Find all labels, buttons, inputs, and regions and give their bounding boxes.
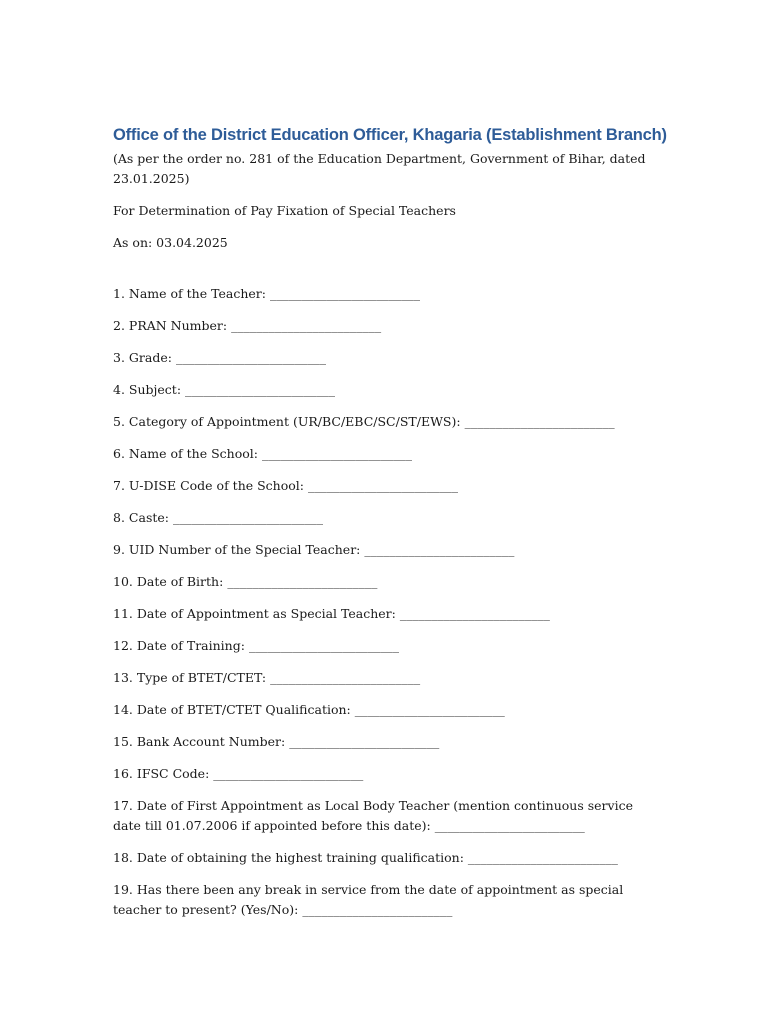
field-label: Type of BTET/CTET: (136, 670, 267, 685)
as-on-date: As on: 03.04.2025 (113, 235, 228, 250)
fill-in-blank[interactable]: ________________________ (231, 318, 382, 333)
field-label: Subject: (128, 382, 182, 397)
fill-in-blank[interactable]: ________________________ (399, 606, 550, 621)
document-page (113, 124, 667, 932)
field-number: 16. (113, 766, 133, 781)
field-label: PRAN Number: (128, 318, 228, 333)
field-ifsc-code (113, 764, 658, 784)
field-label: Date of Birth: (136, 574, 224, 589)
field-label: Bank Account Number: (136, 734, 286, 749)
field-number: 10. (113, 574, 133, 589)
field-appointment-category (113, 412, 658, 432)
field-uid-number (113, 540, 658, 560)
field-number: 15. (113, 734, 133, 749)
fill-in-blank[interactable]: ________________________ (302, 902, 453, 917)
fill-in-blank[interactable]: ________________________ (185, 382, 336, 397)
field-label: Grade: (128, 350, 172, 365)
field-number: 14. (113, 702, 133, 717)
form-purpose: For Determination of Pay Fixation of Special Teachers (113, 203, 456, 218)
fill-in-blank[interactable]: ________________________ (269, 286, 420, 301)
field-number: 6. (113, 446, 125, 461)
field-pran-number (113, 316, 658, 336)
field-label: U-DISE Code of the School: (128, 478, 304, 493)
fill-in-blank[interactable]: ________________________ (464, 414, 615, 429)
field-number: 2. (113, 318, 125, 333)
field-label: UID Number of the Special Teacher: (128, 542, 361, 557)
field-training-date (113, 636, 658, 656)
fill-in-blank[interactable]: ________________________ (270, 670, 421, 685)
fill-in-blank[interactable]: ________________________ (213, 766, 364, 781)
field-number: 11. (113, 606, 133, 621)
order-reference: (As per the order no. 281 of the Education Department, Government of Bihar, dated 23.01.2025) (113, 151, 646, 186)
field-label: Name of the School: (128, 446, 258, 461)
field-bank-account (113, 732, 658, 752)
fill-in-blank[interactable]: ________________________ (175, 350, 326, 365)
field-caste (113, 508, 658, 528)
field-label: Date of First Appointment as Local Body Teacher (mention continuous service date till 01.07.2006 if appointed before this date): (113, 798, 633, 833)
field-number: 3. (113, 350, 125, 365)
field-btet-ctet-date (113, 700, 658, 720)
fill-in-blank[interactable]: ________________________ (261, 446, 412, 461)
field-number: 5. (113, 414, 125, 429)
field-teacher-name (113, 284, 658, 304)
field-number: 19. (113, 882, 133, 897)
field-date-of-birth (113, 572, 658, 592)
field-label: Has there been any break in service from the date of appointment as special teacher to present? (Yes/No): (113, 882, 624, 917)
field-label: Category of Appointment (UR/BC/EBC/SC/ST/EWS): (128, 414, 461, 429)
field-number: 13. (113, 670, 133, 685)
field-service-break (113, 880, 658, 920)
field-number: 7. (113, 478, 125, 493)
field-school-name (113, 444, 658, 464)
field-label: IFSC Code: (136, 766, 210, 781)
fill-in-blank[interactable]: ________________________ (172, 510, 323, 525)
field-number: 18. (113, 850, 133, 865)
field-label: Caste: (128, 510, 169, 525)
field-subject (113, 380, 658, 400)
fill-in-blank[interactable]: ________________________ (434, 818, 585, 833)
fill-in-blank[interactable]: ________________________ (467, 850, 618, 865)
form-field-list (113, 284, 658, 920)
field-number: 1. (113, 286, 125, 301)
field-number: 8. (113, 510, 125, 525)
fill-in-blank[interactable]: ________________________ (354, 702, 505, 717)
field-number: 4. (113, 382, 125, 397)
field-label: Date of BTET/CTET Qualification: (136, 702, 351, 717)
field-udise-code (113, 476, 658, 496)
field-appointment-date (113, 604, 658, 624)
field-number: 9. (113, 542, 125, 557)
document-title: Office of the District Education Officer, Khagaria (Establishment Branch) (113, 126, 667, 144)
fill-in-blank[interactable]: ________________________ (289, 734, 440, 749)
field-number: 12. (113, 638, 133, 653)
field-highest-training-date (113, 848, 658, 868)
field-label: Name of the Teacher: (128, 286, 266, 301)
fill-in-blank[interactable]: ________________________ (248, 638, 399, 653)
field-first-appointment-date (113, 796, 658, 836)
field-grade (113, 348, 658, 368)
field-btet-ctet-type (113, 668, 658, 688)
field-number: 17. (113, 798, 133, 813)
field-label: Date of obtaining the highest training qualification: (136, 850, 464, 865)
field-label: Date of Appointment as Special Teacher: (136, 606, 396, 621)
fill-in-blank[interactable]: ________________________ (364, 542, 515, 557)
fill-in-blank[interactable]: ________________________ (307, 478, 458, 493)
fill-in-blank[interactable]: ________________________ (227, 574, 378, 589)
field-label: Date of Training: (136, 638, 245, 653)
